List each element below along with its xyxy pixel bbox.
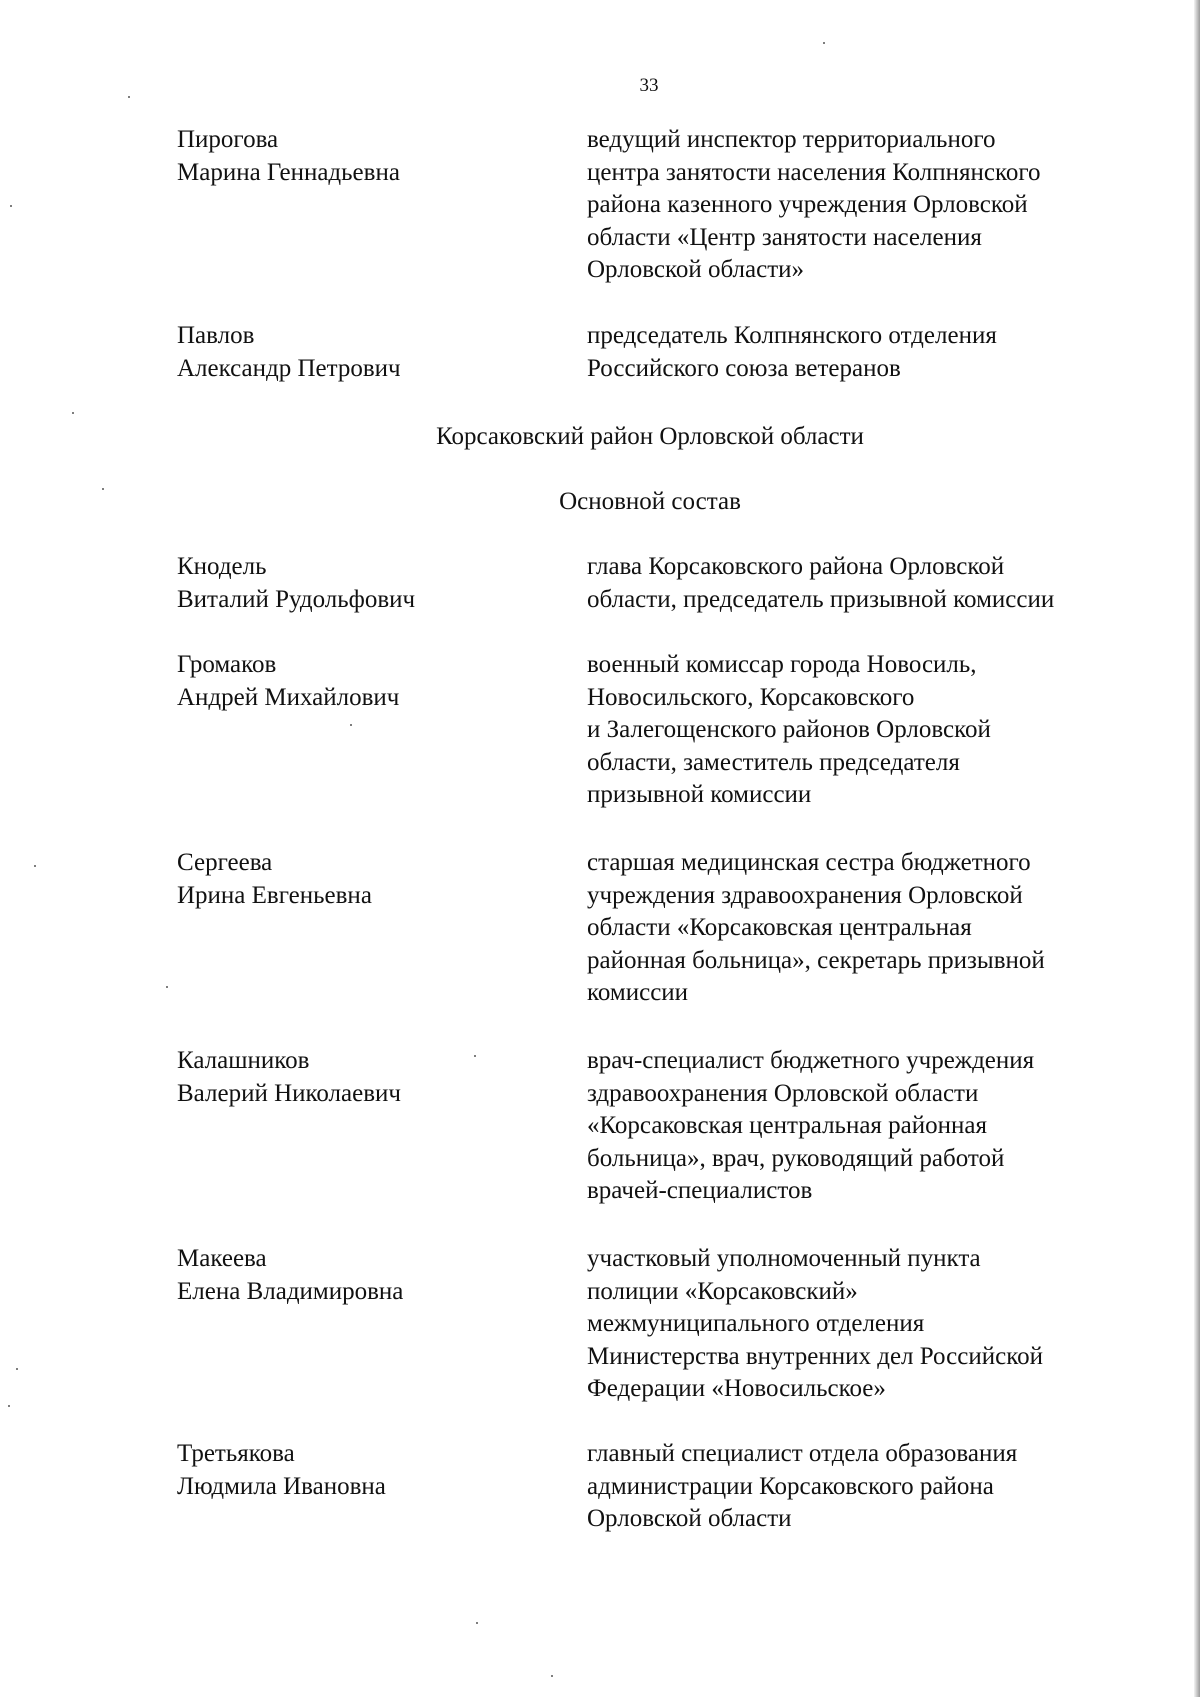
scan-speck — [166, 986, 168, 988]
member-surname: Кнодель — [177, 553, 267, 580]
scan-speck — [34, 865, 36, 867]
member-position — [587, 1438, 1177, 1536]
position-line: здравоохранения Орловской области — [587, 1079, 979, 1107]
position-line: межмуниципального отделения — [587, 1310, 925, 1337]
position-line: центра занятости населения Колпнянского — [587, 158, 1041, 186]
position-line: комиссии — [587, 979, 689, 1006]
position-line: старшая медицинская сестра бюджетного — [587, 849, 1031, 876]
page-number: 33 — [639, 75, 659, 96]
member-surname: Третьякова — [177, 1440, 295, 1467]
position-line: области «Корсаковская центральная — [587, 914, 972, 941]
position-line: области, заместитель председателя — [587, 748, 960, 776]
position-line: Министерства внутренних дел Российской — [587, 1342, 1043, 1370]
scan-page-edge — [1194, 0, 1200, 1697]
scan-speck — [350, 724, 352, 726]
position-line: ведущий инспектор территориального — [587, 126, 996, 153]
member-name — [177, 1438, 557, 1503]
position-line: учреждения здравоохранения Орловской — [587, 881, 1023, 909]
position-line: и Залегощенского районов Орловской — [587, 716, 991, 743]
member-name — [177, 551, 557, 616]
scan-speck — [476, 1622, 478, 1624]
scan-speck — [474, 1055, 476, 1057]
member-position — [587, 649, 1177, 812]
position-line: области «Центр занятости населения — [587, 223, 982, 251]
scan-speck — [823, 42, 825, 44]
member-position — [587, 124, 1177, 287]
member-surname: Громаков — [177, 651, 277, 678]
member-surname: Калашников — [177, 1047, 310, 1074]
member-given-names: Валерий Николаевич — [177, 1079, 401, 1107]
section-heading: Основной состав — [559, 488, 741, 515]
position-line: врачей-специалистов — [587, 1177, 813, 1204]
position-line: Федерации «Новосильское» — [587, 1375, 886, 1402]
member-given-names: Людмила Ивановна — [177, 1472, 386, 1500]
member-position — [587, 1243, 1177, 1406]
member-given-names: Александр Петрович — [177, 354, 401, 382]
member-position — [587, 320, 1177, 385]
member-position — [587, 847, 1177, 1010]
position-line: призывной комиссии — [587, 781, 812, 808]
member-given-names: Ирина Евгеньевна — [177, 881, 372, 909]
position-line: Орловской области» — [587, 256, 805, 283]
member-surname: Пирогова — [177, 126, 279, 153]
position-line: районная больница», секретарь призывной — [587, 946, 1045, 974]
scan-speck — [16, 1368, 18, 1370]
position-line: больница», врач, руководящий работой — [587, 1144, 1005, 1172]
scan-speck — [551, 1675, 553, 1677]
position-line: области, председатель призывной комиссии — [587, 585, 1055, 613]
scan-speck — [128, 96, 130, 98]
member-name — [177, 1045, 557, 1110]
scan-speck — [72, 412, 74, 414]
scan-speck — [8, 1405, 10, 1407]
position-line: врач-специалист бюджетного учреждения — [587, 1047, 1035, 1074]
position-line: Орловской области — [587, 1505, 792, 1532]
member-given-names: Марина Геннадьевна — [177, 158, 400, 186]
member-surname: Макеева — [177, 1245, 267, 1272]
member-surname: Сергеева — [177, 849, 273, 876]
position-line: «Корсаковская центральная районная — [587, 1112, 987, 1139]
position-line: полиции «Корсаковский» — [587, 1277, 858, 1305]
member-position — [587, 551, 1177, 616]
scan-speck — [102, 488, 104, 490]
position-line: военный комиссар города Новосиль, — [587, 651, 977, 678]
position-line: района казенного учреждения Орловской — [587, 191, 1028, 218]
member-given-names: Виталий Рудольфович — [177, 585, 416, 613]
member-position — [587, 1045, 1177, 1208]
scan-speck — [10, 205, 12, 207]
position-line: Российского союза ветеранов — [587, 354, 901, 382]
member-name — [177, 1243, 557, 1308]
position-line: глава Корсаковского района Орловской — [587, 553, 1005, 580]
member-surname: Павлов — [177, 322, 255, 349]
member-name — [177, 649, 557, 714]
position-line: Новосильского, Корсаковского — [587, 683, 915, 711]
member-name — [177, 124, 557, 189]
member-given-names: Елена Владимировна — [177, 1277, 404, 1305]
district-heading: Корсаковский район Орловской области — [436, 423, 864, 450]
member-name — [177, 847, 557, 912]
position-line: председатель Колпнянского отделения — [587, 322, 997, 349]
position-line: главный специалист отдела образования — [587, 1440, 1018, 1467]
member-given-names: Андрей Михайлович — [177, 683, 400, 711]
position-line: администрации Корсаковского района — [587, 1472, 994, 1500]
position-line: участковый уполномоченный пункта — [587, 1245, 981, 1272]
member-name — [177, 320, 557, 385]
